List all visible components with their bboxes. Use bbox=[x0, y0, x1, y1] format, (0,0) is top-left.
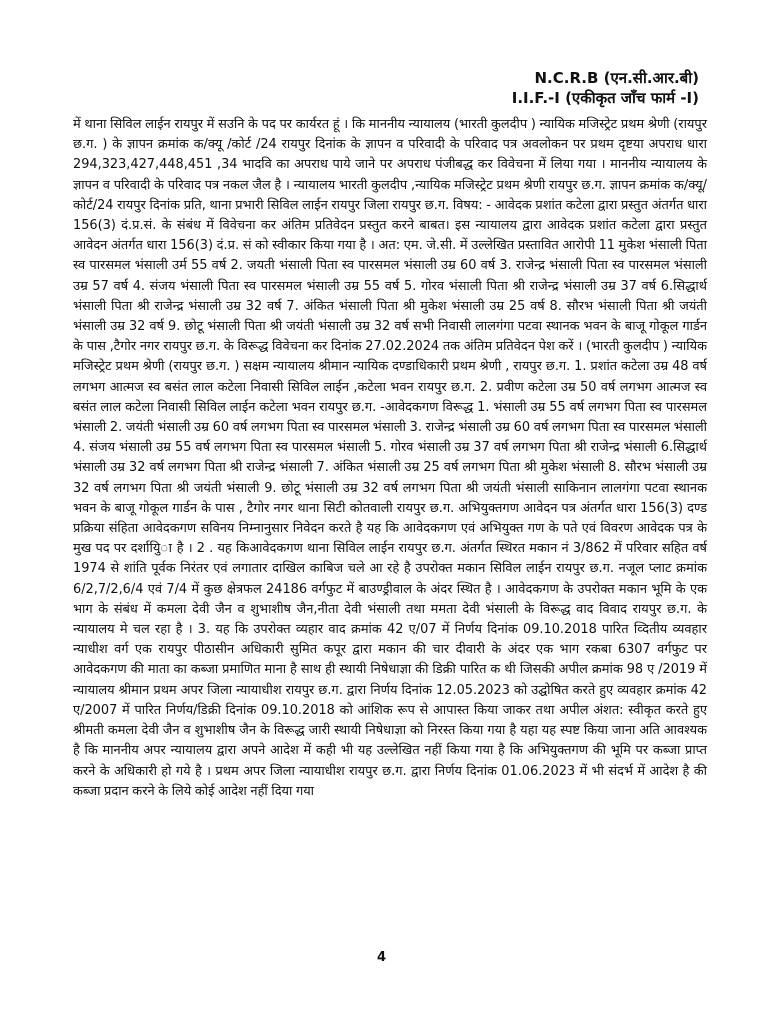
header-iif: I.I.F.-I (एकीकृत जाँच फार्म -I) bbox=[511, 89, 699, 107]
document-body bbox=[73, 115, 707, 802]
header-ncrb: N.C.R.B (एन.सी.आर.बी) bbox=[534, 69, 699, 87]
page-number: 4 bbox=[376, 950, 387, 965]
body-paragraph: में थाना सिविल लाईन रायपुर में सउनि के पद पर कार्यरत हूं । कि माननीय न्यायालय (भारती कुलदीप ) न्यायिक मजिस्ट्रेट प्रथम श्रेणी (रायपुर छ.ग. ) के ज्ञापन क्रमांक क/क्यू /कोर्ट /24 रायपुर दिनांक के ज्ञापन व परिवादी के परिवाद पत्र अवलोकन पर प्रथम दृष्टया अपराध धारा 294,323,427,448,451 ,34 भादवि का अपराध पाये जाने पर अपराध पंजीबद्ध कर विवेचना में लिया गया । माननीय न्यायालय के ज्ञापन व परिवादी के परिवाद पत्र नकल जैल है । न्यायालय भारती कुलदीप ,न्यायिक मजिस्ट्रेट प्रथम श्रेणी रायपुर छ.ग. ज्ञापन क्रमांक क/क्यू/कोर्ट/24 रायपुर दिनांक प्रति, थाना प्रभारी सिविल लाईन रायपुर जिला रायपुर छ.ग. विषय: - आवेदक प्रशांत कटेला द्वारा प्रस्तुत अंतर्गत धारा 156(3) दं.प्र.सं. के संबंध में विवेचना कर अंतिम प्रतिवेदन प्रस्तुत करने बाबत। इस न्यायालय द्वारा आवेदक प्रशांत कटेला द्वारा प्रस्तुत आवेदन अंतर्गत धारा 156(3) दं.प्र. सं को स्वीकार किया गया है । अत: एम. जे.सी. में उल्लेखित प्रस्तावित आरोपी 11 मुकेश भंसाली पिता स्व पारसमल भंसाली उर्म 55 वर्ष 2. जयती भंसाली पिता स्व पारसमल भंसाली उम्र 60 वर्ष 3. राजेन्द्र भंसाली पिता स्व पारसमल भंसाली उम्र 57 वर्ष 4. संजय भंसाली पिता स्व पारसमल भंसाली उम्र 55 वर्ष 5. गोरव भंसाली पिता श्री राजेन्द्र भंसाली उम्र 37 वर्ष 6.सिद्धार्थ भंसाली पिता श्री राजेन्द्र भंसाली उम्र 32 वर्ष 7. अंकित भंसाली पिता श्री मुकेश भंसाली उम्र 25 वर्ष 8. सौरभ भंसाली पिता श्री जयंती भंसाली उम्र 32 वर्ष 9. छोटू भंसाली पिता श्री जयंती भंसाली उम्र 32 वर्ष सभी निवासी लालगंगा पटवा स्थानक भवन के बाजू गोकूल गार्डन के पास ,टैगोर नगर रायपुर छ.ग. के विरूद्ध विवेचना कर दिनांक 27.02.2024 तक अंतिम प्रतिवेदन पेश करें । (भारती कुलदीप ) न्यायिक मजिस्ट्रेट प्रथम श्रेणी (रायपुर छ.ग. ) सक्षम न्यायालय श्रीमान न्यायिक दण्डाधिकारी प्रथम श्रेणी , रायपुर छ.ग. 1. प्रशांत कटेला उम्र 48 वर्ष लगभग आत्मज स्व बसंत लाल कटेला निवासी सिविल लाईन ,कटेला भवन रायपुर छ.ग. 2. प्रवीण कटेला उम्र 50 वर्ष लगभग आत्मज स्व बसंत लाल कटेला निवासी सिविल लाईन कटेला भवन रायपुर छ.ग. -आवेदकगण विरूद्ध 1. भंसाली उम्र 55 वर्ष लगभग पिता स्व पारसमल भंसाली 2. जयंती भंसाली उम्र 60 वर्ष लगभग पिता स्व पारसमल भंसाली 3. राजेन्द्र भंसाली उम्र 60 वर्ष लगभग पिता स्व पारसमल भंसाली 4. संजय भंसाली उम्र 55 वर्ष लगभग पिता स्व पारसमल भंसाली 5. गोरव भंसाली उम्र 37 वर्ष लगभग पिता श्री राजेन्द्र भंसाली 6.सिद्धार्थ भंसाली उम्र 32 वर्ष लगभग पिता श्री राजेन्द्र भंसाली 7. अंकित भंसाली उम्र 25 वर्ष लगभग पिता श्री मुकेश भंसाली 8. सौरभ भंसाली उम्र 32 वर्ष लगभग पिता श्री जयंती भंसाली 9. छोटू भंसाली उम्र 32 वर्ष लगभग पिता श्री जयंती भंसाली साकिनान लालगंगा पटवा स्थानक भवन के बाजू गोकूल गार्डन के पास , टैगोर नगर थाना सिटी कोतवाली रायपुर छ.ग. अभियुक्तगण आवेदन पत्र अंतर्गत धारा 156(3) दण्ड प्रक्रिया संहिता आवेदकगण सविनय निम्नानुसार निवेदन करते है यह कि आवेदकगण एवं अभियुक्त गण के पते एवं विवरण आवेदक पत्र के मुख पद पर दर्शायिु◌ा है । 2 . यह किआवेदकगण थाना सिविल लाईन रायपुर छ.ग. अंतर्गत स्थिरत मकान नं 3/862 में परिवार सहित वर्ष 1974 से शांति पूर्वक निरंतर एवं लगातार दाखिल काबिज चले आ रहे है उपरोक्त मकान सिविल लाईन रायपुर छ.ग. नजूल प्लाट क्रमांक 6/2,7/2,6/4 एवं 7/4 में कुछ क्षेत्रफल 24186 वर्गफुट में बाउण्ड्रीवाल के अंदर स्थित है । आवेदकगण के उपरोक्त मकान भूमि के एक भाग के संबंध में कमला देवी जैन व शुभाशीष जैन,नीता देवी भंसाली तथा ममता देवी भंसाली के विरूद्ध वाद विवाद रायपुर छ.ग. के न्यायालय मे चल रहा है । 3. यह कि उपरोक्त व्यहार वाद क्रमांक 42 ए/07 में निर्णय दिनांक 09.10.2018 पारित व्दितीय व्यवहार न्याधीश वर्ग एक रायपुर पीठासीन अधिकारी सुमित कपूर द्वारा मकान की चार दीवारी के अंदर एक भाग रकबा 6307 वर्गफुट पर आवेदकगण की माता का कब्जा प्रमाणित माना है साथ ही स्थायी निषेधाज्ञा की डिक्री पारित क थी जिसकी अपील क्रमांक 98 ए /2019 में न्यायालय श्रीमान प्रथम अपर जिला न्यायाधीश रायपुर छ.ग. द्वारा निर्णय दिनांक 12.05.2023 को उद्घोषित करते हुए व्यवहार क्रमांक 42 ए/2007 में पारित निर्णय/डिक्री दिनांक 09.10.2018 को आंशिक रूप से आपास्त किया जाकर तथा अपील अंशत: स्वीकृत करते हुए श्रीमती कमला देवी जैन व शुभाशीष जैन के विरूद्ध जारी स्थायी निषेधाज्ञा को निरस्त किया गया है यहा यह स्पष्ट किया जाना अति आवश्यक है कि माननीय अपर न्यायालय द्वारा अपने आदेश में कही भी यह उल्लेखित नहीं किया गया है कि अभियुक्तगण की भूमि पर कब्जा प्राप्त करने के अधिकारी हो गये है । प्रथम अपर जिला न्यायाधीश रायपुर छ.ग. द्वारा निर्णय दिनांक 01.06.2023 में भी संदर्भ में आदेश है की कब्जा प्रदान करने के लिये कोई आदेश नहीं दिया गया bbox=[73, 117, 707, 799]
form-header bbox=[512, 68, 699, 108]
